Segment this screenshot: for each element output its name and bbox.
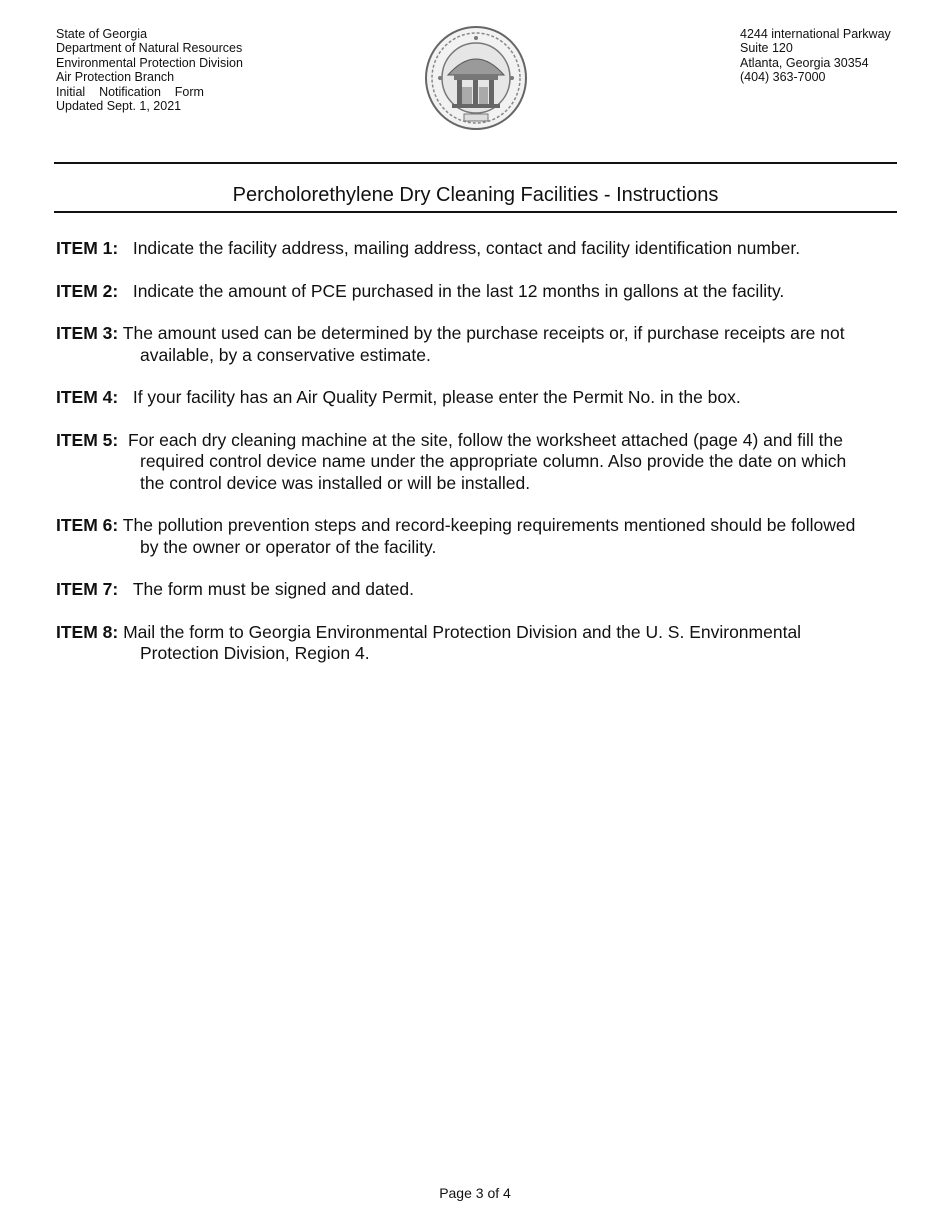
instruction-item-2	[56, 281, 895, 303]
instruction-list	[56, 238, 895, 686]
item-label: ITEM 4:	[56, 387, 119, 407]
page-title: Percholorethylene Dry Cleaning Facilities - Instructions	[232, 184, 719, 206]
item-text: If your facility has an Air Quality Permit, please enter the Permit No. in the box.	[132, 387, 741, 407]
item-label: ITEM 1:	[56, 238, 119, 258]
state-seal-of-georgia-icon	[424, 25, 528, 131]
item-text: For each dry cleaning machine at the site, follow the worksheet attached (page 4) and fill the	[127, 429, 843, 450]
item-text: Indicate the facility address, mailing address, contact and facility identification number.	[132, 238, 801, 258]
instruction-item-8	[56, 622, 895, 665]
instruction-item-1	[56, 238, 895, 260]
agency-line: Updated Sept. 1, 2021	[56, 99, 182, 114]
item-label: ITEM 2:	[56, 280, 119, 301]
item-label: ITEM 5:	[56, 429, 119, 450]
item-text: Protection Division, Region 4.	[140, 643, 370, 663]
item-text: required control device name under the appropriate column. Also provide the date on which	[140, 451, 847, 471]
item-text: The pollution prevention steps and record-keeping requirements mentioned should be followed	[122, 515, 856, 535]
agency-header	[56, 27, 243, 113]
instruction-item-7	[56, 579, 895, 601]
item-label: ITEM 8:	[56, 621, 119, 642]
agency-line: State of Georgia	[56, 27, 148, 41]
agency-line: Department of Natural Resources	[56, 41, 243, 56]
item-label: ITEM 7:	[56, 579, 119, 599]
item-text: The form must be signed and dated.	[132, 579, 414, 599]
item-text: Indicate the amount of PCE purchased in the last 12 months in gallons at the facility.	[132, 280, 785, 301]
instruction-item-5	[56, 430, 895, 495]
agency-address	[740, 27, 891, 85]
instruction-item-4	[56, 387, 895, 409]
item-label: ITEM 6:	[56, 515, 119, 535]
agency-line: Initial Notification Form	[56, 84, 204, 99]
item-text: the control device was installed or will be installed.	[140, 472, 531, 493]
address-line: (404) 363-7000	[740, 70, 826, 85]
instruction-item-3	[56, 323, 895, 366]
item-text: by the owner or operator of the facility.	[140, 536, 437, 557]
top-divider	[54, 162, 897, 164]
agency-line: Air Protection Branch	[56, 70, 175, 85]
address-line: Atlanta, Georgia 30354	[740, 55, 869, 70]
address-line: 4244 international Parkway	[740, 27, 891, 41]
item-text: Mail the form to Georgia Environmental Protection Division and the U. S. Environmental	[123, 621, 802, 642]
title-divider	[54, 211, 897, 213]
item-text: The amount used can be determined by the purchase receipts or, if purchase receipts are not	[122, 323, 845, 343]
instruction-item-6	[56, 515, 895, 558]
item-text: available, by a conservative estimate.	[140, 344, 431, 365]
item-label: ITEM 3:	[56, 323, 119, 343]
agency-line: Environmental Protection Division	[56, 55, 243, 70]
address-line: Suite 120	[740, 41, 793, 56]
page-number: Page 3 of 4	[439, 1185, 511, 1201]
